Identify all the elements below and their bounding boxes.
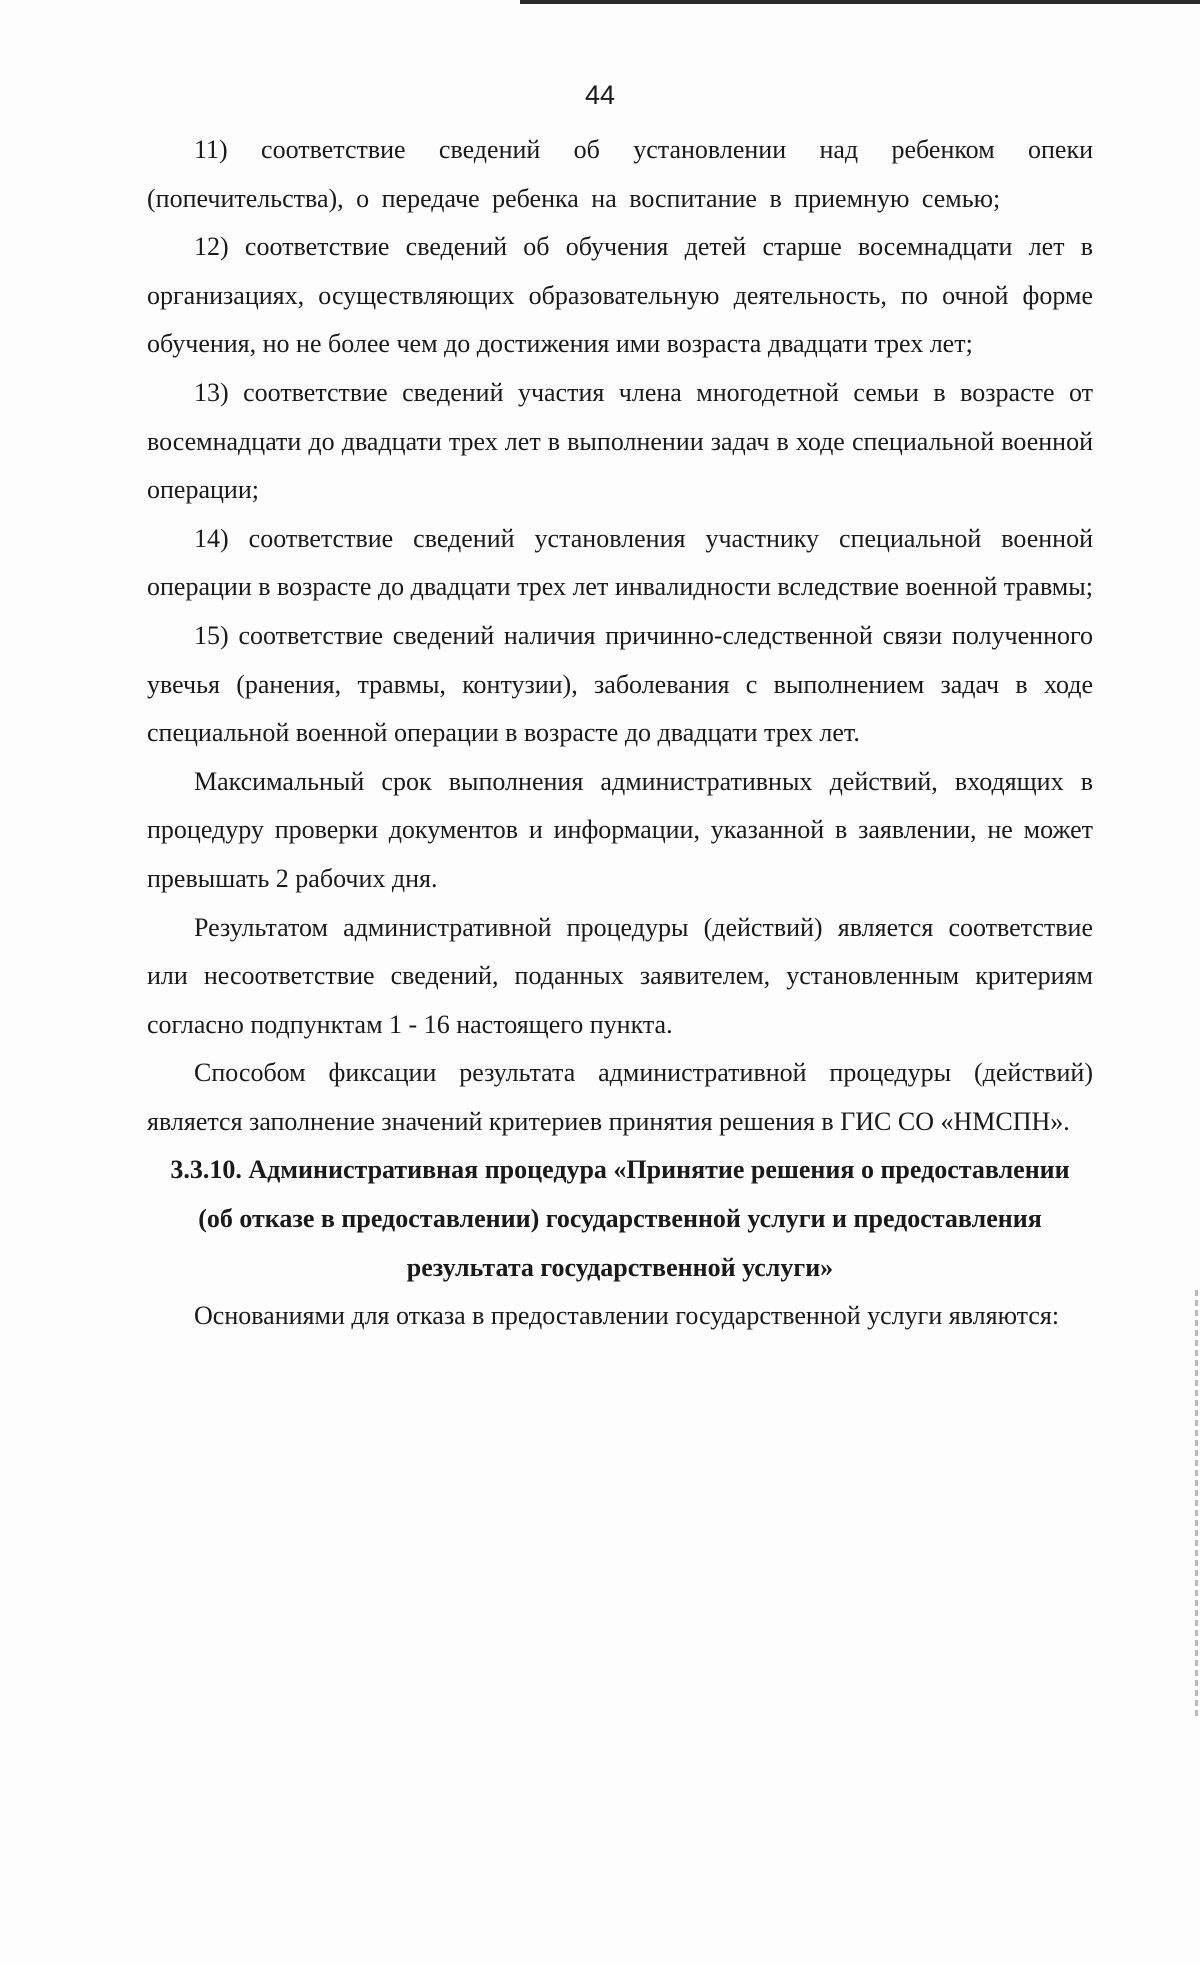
paragraph-result: Результатом административной процедуры (действий) является соответствие или несоответствие сведений, поданных заявителем, установленным критериям согласно подпунктам 1 - 16 настоящего пункта. <box>147 912 1093 1039</box>
paragraph-refusal-grounds: Основаниями для отказа в предоставлении государственной услуги являются: <box>194 1301 1060 1331</box>
paragraph-item-13: 13) соответствие сведений участия члена многодетной семьи в возрасте от восемнадцати до двадцати трех лет в выполнении задач в ходе специальной военной операции; <box>147 377 1093 505</box>
document-body <box>147 126 1093 1341</box>
section-heading: 3.3.10. Административная процедура «Принятие решения о предоставлении (об отказе в предоставлении) государственной услуги и предоставления результата государственной услуги» <box>170 1155 1070 1282</box>
paragraph-item-15: 15) соответствие сведений наличия причинно-следственной связи полученного увечья (ранения, травмы, контузии), заболевания с выполнением задач в ходе специальной военной операции в возрасте до двадцати трех лет. <box>147 620 1093 748</box>
paragraph-item-11: 11) соответствие сведений об установлении над ребенком опеки (попечительства), о передаче ребенка на воспитание в приемную семью; <box>147 135 1093 213</box>
paragraph-item-12: 12) соответствие сведений об обучения детей старше восемнадцати лет в организациях, осуществляющих образовательную деятельность, по очной форме обучения, но не более чем до достижения ими возраста двадцати трех лет; <box>147 232 1093 359</box>
page-number: 44 <box>584 80 616 110</box>
paragraph-max-term: Максимальный срок выполнения административных действий, входящих в процедуру проверки документов и информации, указанной в заявлении, не может превышать 2 рабочих дня. <box>147 766 1093 893</box>
paragraph-item-14: 14) соответствие сведений установления участнику специальной военной операции в возрасте до двадцати трех лет инвалидности вследствие военной травмы; <box>147 523 1093 602</box>
scan-edge-right <box>1195 1290 1198 1720</box>
paragraph-fixation-method: Способом фиксации результата административной процедуры (действий) является заполнение значений критериев принятия решения в ГИС СО «НМСПН». <box>147 1058 1093 1136</box>
scan-edge-top <box>520 0 1200 4</box>
